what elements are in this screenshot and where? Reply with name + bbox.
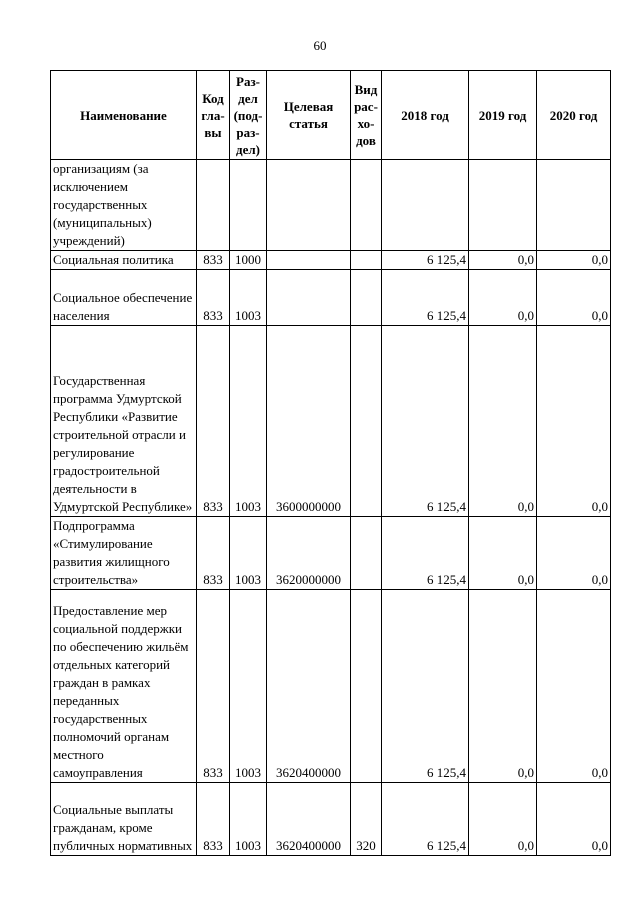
row-kind xyxy=(351,590,382,783)
row-2018: 6 125,4 xyxy=(382,590,469,783)
table-header-row xyxy=(51,71,611,160)
row-2018: 6 125,4 xyxy=(382,270,469,326)
row-2018 xyxy=(382,160,469,251)
row-name: Социальные выплаты гражданам, кроме публичных нормативных xyxy=(51,783,197,856)
row-article xyxy=(267,251,351,270)
table-row xyxy=(51,251,611,270)
row-name: организациям (за исключением государственных (муниципальных) учреждений) xyxy=(51,160,197,251)
row-2019: 0,0 xyxy=(469,270,537,326)
row-section xyxy=(230,160,267,251)
row-2019: 0,0 xyxy=(469,590,537,783)
row-2018: 6 125,4 xyxy=(382,326,469,517)
row-article: 3620400000 xyxy=(267,783,351,856)
row-code: 833 xyxy=(197,326,230,517)
row-article: 3620400000 xyxy=(267,590,351,783)
row-code: 833 xyxy=(197,590,230,783)
row-name: Государственная программа Удмуртской Республики «Развитие строительной отрасли и регулирование градостроительной деятельности в Удмуртской Республике» xyxy=(51,326,197,517)
row-name: Подпрограмма «Стимулирование развития жилищного строительства» xyxy=(51,517,197,590)
row-article xyxy=(267,160,351,251)
row-kind xyxy=(351,517,382,590)
row-2020: 0,0 xyxy=(537,517,611,590)
row-2020: 0,0 xyxy=(537,326,611,517)
header-code: Код гла- вы xyxy=(197,71,230,160)
row-2020: 0,0 xyxy=(537,783,611,856)
row-2019: 0,0 xyxy=(469,326,537,517)
row-2018: 6 125,4 xyxy=(382,783,469,856)
row-code: 833 xyxy=(197,251,230,270)
header-2018: 2018 год xyxy=(382,71,469,160)
table-row xyxy=(51,783,611,856)
row-2020: 0,0 xyxy=(537,270,611,326)
table-row xyxy=(51,160,611,251)
row-section: 1003 xyxy=(230,517,267,590)
row-section: 1003 xyxy=(230,783,267,856)
row-section: 1003 xyxy=(230,590,267,783)
header-2020: 2020 год xyxy=(537,71,611,160)
row-kind xyxy=(351,270,382,326)
row-2020 xyxy=(537,160,611,251)
row-section: 1003 xyxy=(230,270,267,326)
row-kind xyxy=(351,326,382,517)
row-2019 xyxy=(469,160,537,251)
row-name: Предоставление мер социальной поддержки по обеспечению жильём отдельных категорий граждан в рамках переданных государственных полномочий органам местного самоуправления xyxy=(51,590,197,783)
page-number: 60 xyxy=(313,38,327,53)
table-row xyxy=(51,270,611,326)
header-article: Целевая статья xyxy=(267,71,351,160)
row-kind: 320 xyxy=(351,783,382,856)
row-article xyxy=(267,270,351,326)
row-2019: 0,0 xyxy=(469,783,537,856)
row-2019: 0,0 xyxy=(469,517,537,590)
budget-table xyxy=(50,70,611,856)
row-2020: 0,0 xyxy=(537,590,611,783)
table-row xyxy=(51,517,611,590)
row-2018: 6 125,4 xyxy=(382,517,469,590)
row-code: 833 xyxy=(197,270,230,326)
row-section: 1003 xyxy=(230,326,267,517)
row-2019: 0,0 xyxy=(469,251,537,270)
table-row xyxy=(51,326,611,517)
row-2018: 6 125,4 xyxy=(382,251,469,270)
table-row xyxy=(51,590,611,783)
row-code: 833 xyxy=(197,517,230,590)
row-2020: 0,0 xyxy=(537,251,611,270)
row-name: Социальная политика xyxy=(51,251,197,270)
row-article: 3600000000 xyxy=(267,326,351,517)
header-section: Раз- дел (под- раз- дел) xyxy=(230,71,267,160)
row-kind xyxy=(351,251,382,270)
row-article: 3620000000 xyxy=(267,517,351,590)
row-name: Социальное обеспечение населения xyxy=(51,270,197,326)
row-kind xyxy=(351,160,382,251)
header-kind: Вид рас- хо- дов xyxy=(351,71,382,160)
header-name: Наименование xyxy=(51,71,197,160)
header-2019: 2019 год xyxy=(469,71,537,160)
row-section: 1000 xyxy=(230,251,267,270)
row-code xyxy=(197,160,230,251)
row-code: 833 xyxy=(197,783,230,856)
